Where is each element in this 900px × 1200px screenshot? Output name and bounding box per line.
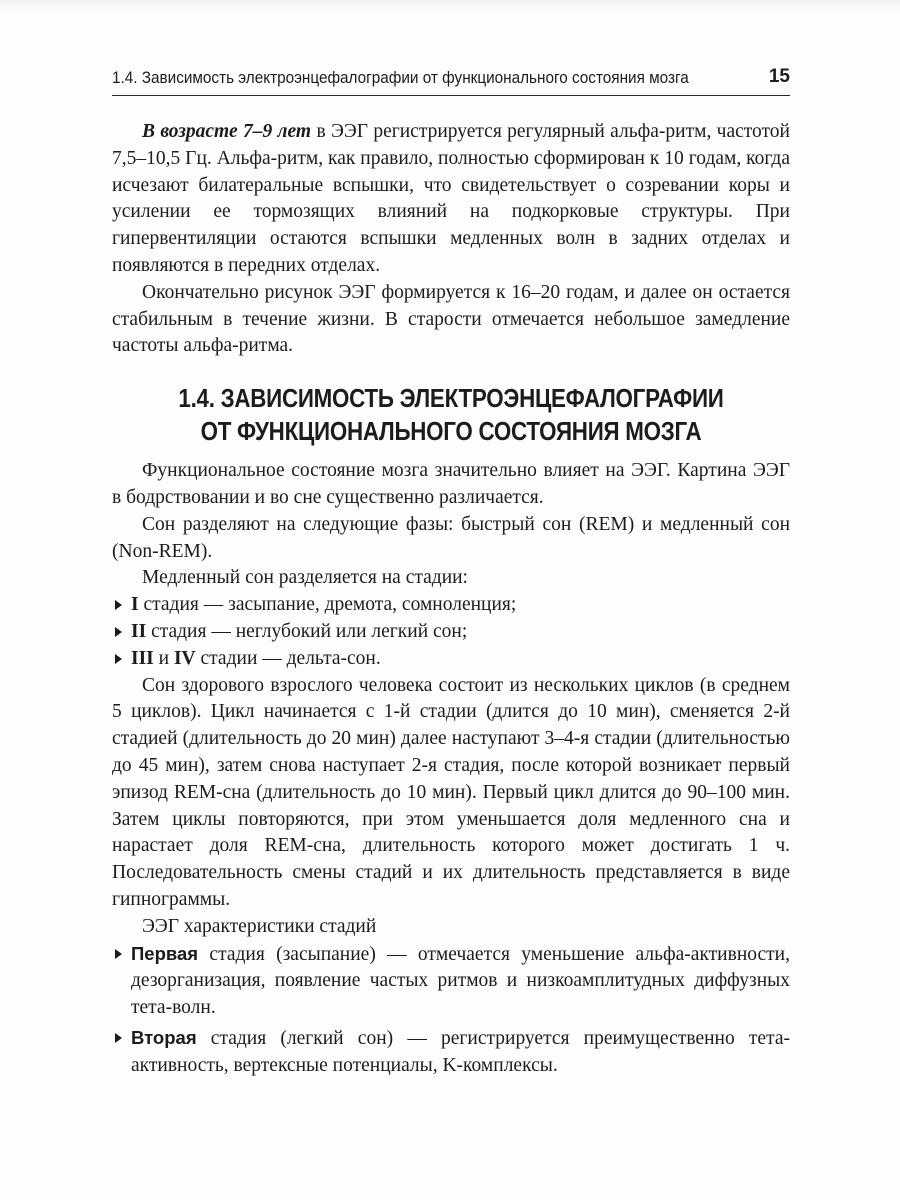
list-item: Вторая стадия (легкий сон) — регистрируется преимущественно тета-активность, вертексные потенциалы, K-комплексы. [112,1025,790,1080]
paragraph-lead: В возрасте 7–9 лет [142,121,312,142]
section-heading-line-1: 1.4. ЗАВИСИМОСТЬ ЭЛЕКТРОЭНЦЕФАЛОГРАФИИ [178,383,724,414]
running-head-title: 1.4. Зависимость электроэнцефалографии от функционального состояния мозга [112,68,689,87]
list-item: Первая стадия (засыпание) — отмечается уменьшение альфа-активности, дезорганизация, появление частых ритмов и низкоамплитудных диффузных тета-волн. [112,941,790,1022]
list-item: I стадия — засыпание, дремота, сомноленция; [112,592,790,619]
page-body [112,119,790,1080]
running-head [112,66,790,96]
paragraph-age-7-9 [112,119,790,280]
paragraph-sleep-phases: Сон разделяют на следующие фазы: быстрый сон (REM) и медленный сон (Non-REM). [112,513,790,562]
paragraph-eeg-intro: ЭЭГ характеристики стадий [142,915,377,937]
section-heading-line-2: ОТ ФУНКЦИОНАЛЬНОГО СОСТОЯНИЯ МОЗГА [200,416,702,447]
bullet-triangle-icon [115,600,122,610]
paragraph-stages-intro: Медленный сон разделяется на стадии: [142,567,468,589]
bullet-triangle-icon [115,1033,122,1043]
paragraph-functional-state: Функциональное состояние мозга значительно влияет на ЭЭГ. Картина ЭЭГ в бодрствовании и во сне существенно различается. [112,460,790,508]
section-heading [112,382,790,448]
paragraph-sleep-cycles: Сон здорового взрослого человека состоит из нескольких циклов (в среднем 5 циклов). Цикл начинается с 1-й стадии (длится до 10 мин), сменяется 2-й стадией (длительность до 20 мин) далее наступают 3–4-я стадии (длительностью до 45 мин), затем снова наступает 2-я стадия, после которой возникает первый эпизод REM-сна (длительность до 10 мин). Первый цикл длится до 90–100 мин. Затем циклы повторяются, при этом уменьшается доля медленного сна и нарастает доля REM-сна, длительность которого может достигать 1 ч. Последовательность смены стадий и их длительность представляется в виде гипнограммы. [112,674,790,910]
list-item: III и IV стадии — дельта-сон. [112,646,790,673]
bullet-triangle-icon [115,627,122,637]
paragraph-text: в ЭЭГ регистрируется регулярный альфа-ритм, частотой 7,5–10,5 Гц. Альфа-ритм, как правило, полностью сформирован к 10 годам, когда исчезают билатеральные вспышки, что свидетельствует о созревании коры и усилении ее тормозящих влияний на подкорковые структуры. При гипервентиляции остаются вспышки медленных волн в задних отделах и появляются в передних отделах. [112,121,790,276]
bullet-triangle-icon [115,654,122,664]
scan-top-shadow [0,0,900,14]
paragraph-final-eeg: Окончательно рисунок ЭЭГ формируется к 16–20 годам, и далее он остается стабильным в течение жизни. В старости отмечается небольшое замедление частоты альфа-ритма. [112,281,790,357]
page-number: 15 [768,66,790,87]
stages-list [112,592,790,672]
bullet-triangle-icon [115,949,122,959]
eeg-characteristics-list [112,941,790,1080]
list-item: II стадия — неглубокий или легкий сон; [112,619,790,646]
